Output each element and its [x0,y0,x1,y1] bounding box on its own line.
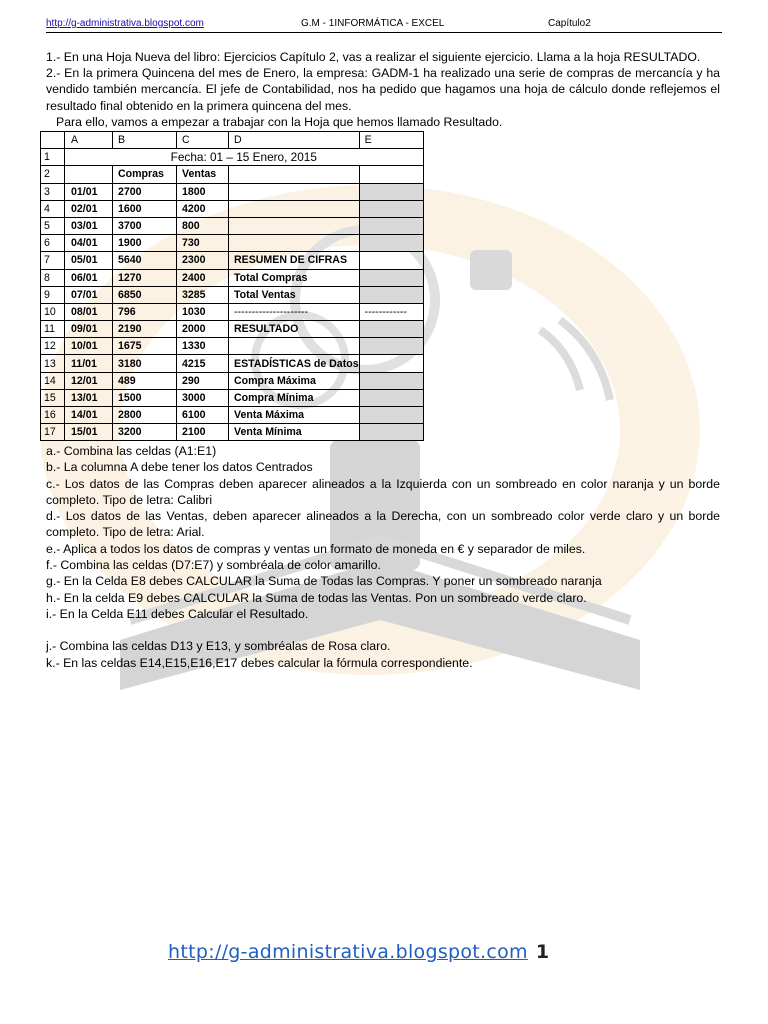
label-cell: Venta Mínima [229,424,360,441]
ventas-header-cell: Ventas [177,166,229,183]
row-number: 17 [41,424,65,441]
column-header-d: D [229,132,360,149]
cell-e2 [359,166,423,183]
corner-cell [41,132,65,149]
date-cell: 06/01 [65,269,113,286]
table-row [41,166,424,183]
column-header-e: E [359,132,423,149]
result-cell [359,217,423,234]
result-cell [359,355,423,372]
date-cell: 08/01 [65,303,113,320]
compras-cell: 1675 [113,338,177,355]
task-k: k.- En las celdas E14,E15,E16,E17 debes calcular la fórmula correspondiente. [46,655,473,670]
task-f: f.- Combina las celdas (D7:E7) y sombréala de color amarillo. [46,558,381,573]
ventas-cell: 1800 [177,183,229,200]
label-cell: ESTADÍSTICAS de Datos [229,355,360,372]
header-blog-link[interactable]: http://g-administrativa.blogspot.com [46,18,204,29]
table-row [41,424,424,441]
task-e: e.- Aplica a todos los datos de compras y ventas un formato de moneda en € y separador de miles. [46,541,586,556]
table-row [41,149,424,166]
date-cell: 09/01 [65,321,113,338]
header-chapter: Capítulo2 [548,18,591,29]
date-cell: 04/01 [65,235,113,252]
label-cell: Compra Máxima [229,372,360,389]
label-cell: Venta Máxima [229,407,360,424]
label-cell: RESUMEN DE CIFRAS [229,252,360,269]
result-cell [359,424,423,441]
ventas-cell: 3000 [177,389,229,406]
row-number: 13 [41,355,65,372]
ventas-cell: 3285 [177,286,229,303]
footer-blog-link[interactable]: http://g-administrativa.blogspot.com [168,941,528,963]
ventas-cell: 800 [177,217,229,234]
task-list [46,443,720,671]
row-number: 11 [41,321,65,338]
row-number: 2 [41,166,65,183]
label-cell [229,217,360,234]
compras-cell: 1600 [113,200,177,217]
table-row [41,252,424,269]
table-row [41,200,424,217]
compras-cell: 6850 [113,286,177,303]
row-number: 1 [41,149,65,166]
compras-header-cell: Compras [113,166,177,183]
table-row [41,183,424,200]
task-b: b.- La columna A debe tener los datos Centrados [46,460,313,475]
label-cell: RESULTADO [229,321,360,338]
result-cell [359,286,423,303]
label-cell: Compra Mínima [229,389,360,406]
result-cell [359,372,423,389]
label-cell [229,338,360,355]
result-cell: ------------ [359,303,423,320]
header-divider [46,32,722,33]
table-row [41,269,424,286]
cell-d2 [229,166,360,183]
intro-paragraph-3: Para ello, vamos a empezar a trabajar con la Hoja que hemos llamado Resultado. [56,114,503,129]
result-cell [359,269,423,286]
compras-cell: 3200 [113,424,177,441]
label-cell: --------------------- [229,303,360,320]
task-g: g.- En la Celda E8 debes CALCULAR la Suma de Todas las Compras. Y poner un sombreado naranja [46,574,602,589]
task-d: d.- Los datos de las Ventas, deben aparecer alineados a la Derecha, con un sombreado color verde claro y un borde completo. Tipo de letra: Arial. [46,509,720,540]
row-number: 4 [41,200,65,217]
row-number: 5 [41,217,65,234]
table-row [41,338,424,355]
row-number: 14 [41,372,65,389]
date-cell: 01/01 [65,183,113,200]
row-number: 6 [41,235,65,252]
label-cell: Total Compras [229,269,360,286]
table-row [41,389,424,406]
task-a: a.- Combina las celdas (A1:E1) [46,444,217,458]
label-cell [229,200,360,217]
ventas-cell: 6100 [177,407,229,424]
column-header-c: C [177,132,229,149]
date-cell: 11/01 [65,355,113,372]
page-header [46,18,722,34]
result-cell [359,338,423,355]
date-cell: 10/01 [65,338,113,355]
result-cell [359,183,423,200]
task-j: j.- Combina las celdas D13 y E13, y sombréalas de Rosa claro. [46,639,391,654]
result-cell [359,235,423,252]
result-cell [359,389,423,406]
table-row [41,303,424,320]
label-cell: Total Ventas [229,286,360,303]
ventas-cell: 1330 [177,338,229,355]
compras-cell: 3700 [113,217,177,234]
compras-cell: 1270 [113,269,177,286]
header-course-title: G.M - 1INFORMÁTICA - EXCEL [301,18,445,29]
column-header-a: A [65,132,113,149]
ventas-cell: 2300 [177,252,229,269]
date-cell: 02/01 [65,200,113,217]
column-header-row [41,132,424,149]
date-cell: 12/01 [65,372,113,389]
date-cell: 14/01 [65,407,113,424]
compras-cell: 1500 [113,389,177,406]
ventas-cell: 2400 [177,269,229,286]
table-row [41,217,424,234]
sheet-title-cell: Fecha: 01 – 15 Enero, 2015 [65,149,424,166]
intro-paragraph-2: 2.- En la primera Quincena del mes de Enero, la empresa: GADM-1 ha realizado una serie de compras de mercancía y ha vendido también mercancía. El jefe de Contabilidad, nos ha pedido que hagamos una hoja de cálculo donde reflejemos el resultado final obtenido en la primera quincena del mes. [46,66,720,113]
row-number: 7 [41,252,65,269]
ventas-cell: 2000 [177,321,229,338]
row-number: 12 [41,338,65,355]
compras-cell: 1900 [113,235,177,252]
compras-cell: 489 [113,372,177,389]
intro-text [46,49,720,130]
compras-cell: 2800 [113,407,177,424]
ventas-cell: 2100 [177,424,229,441]
compras-cell: 2190 [113,321,177,338]
compras-cell: 796 [113,303,177,320]
cell-a2 [65,166,113,183]
ventas-cell: 290 [177,372,229,389]
spreadsheet-table [40,131,424,441]
task-c: c.- Los datos de las Compras deben aparecer alineados a la Izquierda con un sombreado en color naranja y un borde completo. Tipo de letra: Calibri [46,476,720,507]
label-cell [229,183,360,200]
table-row [41,407,424,424]
row-number: 16 [41,407,65,424]
ventas-cell: 4200 [177,200,229,217]
date-cell: 05/01 [65,252,113,269]
table-row [41,372,424,389]
compras-cell: 3180 [113,355,177,372]
result-cell [359,200,423,217]
result-cell [359,407,423,424]
compras-cell: 5640 [113,252,177,269]
row-number: 9 [41,286,65,303]
table-row [41,235,424,252]
ventas-cell: 1030 [177,303,229,320]
date-cell: 07/01 [65,286,113,303]
intro-paragraph-1: 1.- En una Hoja Nueva del libro: Ejercicios Capítulo 2, vas a realizar el siguiente ejercicio. Llama a la hoja RESULTADO. [46,50,701,64]
label-cell [229,235,360,252]
result-cell [359,252,423,269]
row-number: 15 [41,389,65,406]
table-row [41,286,424,303]
page-number: 1 [535,941,550,963]
result-cell [359,321,423,338]
compras-cell: 2700 [113,183,177,200]
table-row [41,321,424,338]
row-number: 8 [41,269,65,286]
column-header-b: B [113,132,177,149]
row-number: 3 [41,183,65,200]
date-cell: 03/01 [65,217,113,234]
task-i: i.- En la Celda E11 debes Calcular el Resultado. [46,606,309,621]
ventas-cell: 4215 [177,355,229,372]
page-footer [168,941,549,963]
date-cell: 15/01 [65,424,113,441]
date-cell: 13/01 [65,389,113,406]
row-number: 10 [41,303,65,320]
table-row [41,355,424,372]
task-h: h.- En la celda E9 debes CALCULAR la Suma de todas las Ventas. Pon un sombreado verde claro. [46,590,587,605]
ventas-cell: 730 [177,235,229,252]
